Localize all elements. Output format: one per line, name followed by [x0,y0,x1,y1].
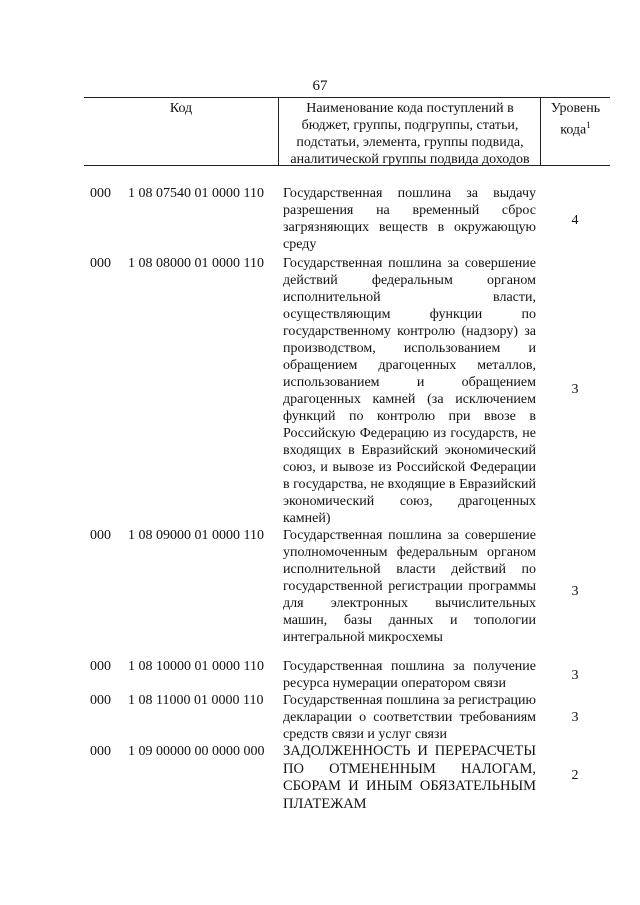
admin-code: 000 [90,256,111,271]
revenue-name: Государственная пошлина за получение ресурса нумерации оператором связи [283,659,536,691]
revenue-name: ЗАДОЛЖЕННОСТЬ И ПЕРЕРАСЧЕТЫ ПО ОТМЕНЕННЫМ НАЛОГАМ, СБОРАМ И ИНЫМ ОБЯЗАТЕЛЬНЫМ ПЛАТЕЖАМ [283,743,536,812]
revenue-code: 1 08 10000 01 0000 110 [128,659,264,674]
code-level: 3 [571,584,579,599]
code-level: 2 [571,768,579,783]
code-level: 3 [571,668,579,683]
revenue-name: Государственная пошлина за совершение уполномоченным федеральным органом исполнительной власти действий по государственной регистрации программы для электронных вычислительных машин, базы данных и топологии интегральной микросхемы [283,528,536,645]
code-level: 3 [571,382,579,397]
header-name: Наименование кода поступлений в бюджет, группы, подгруппы, статьи, подстатьи, элемента, группы подвида, аналитической группы подвида доходов [290,101,530,167]
admin-code: 000 [90,693,111,708]
header-divider-1 [278,97,279,166]
header-level [541,100,610,139]
revenue-name: Государственная пошлина за регистрацию декларации о соответствии требованиям средств связи и услуг связи [283,693,536,742]
revenue-code: 1 08 07540 01 0000 110 [128,186,264,201]
revenue-code: 1 09 00000 00 0000 000 [128,744,265,759]
header-level-label: Уровень кода [550,101,601,138]
code-level: 3 [571,710,579,725]
header-code: Код [169,101,193,116]
revenue-name: Государственная пошлина за выдачу разрешения на временный сброс загрязняющих веществ в окружающую среду [283,186,536,252]
revenue-name: Государственная пошлина за совершение действий федеральным органом исполнительной власти, осуществляющим функции по государственному контролю (надзору) за производством, использованием и обращением драгоценных металлов, использованием и обращением драгоценных камней (за исключением функций по контролю при ввозе в Российскую Федерацию из государств, не входящих в Евразийский экономический союз, и вывозе из Российской Федерации в государства, не входящие в Евразийский экономический союз, драгоценных камней) [283,256,536,526]
admin-code: 000 [90,744,111,759]
page-number: 67 [312,78,328,94]
revenue-code: 1 08 08000 01 0000 110 [128,256,264,271]
admin-code: 000 [90,186,111,201]
header-top-border [84,97,610,98]
revenue-code: 1 08 09000 01 0000 110 [128,528,264,543]
admin-code: 000 [90,659,111,674]
code-level: 4 [571,213,579,228]
admin-code: 000 [90,528,111,543]
revenue-code: 1 08 11000 01 0000 110 [128,693,264,708]
header-level-footnote: 1 [586,120,591,130]
